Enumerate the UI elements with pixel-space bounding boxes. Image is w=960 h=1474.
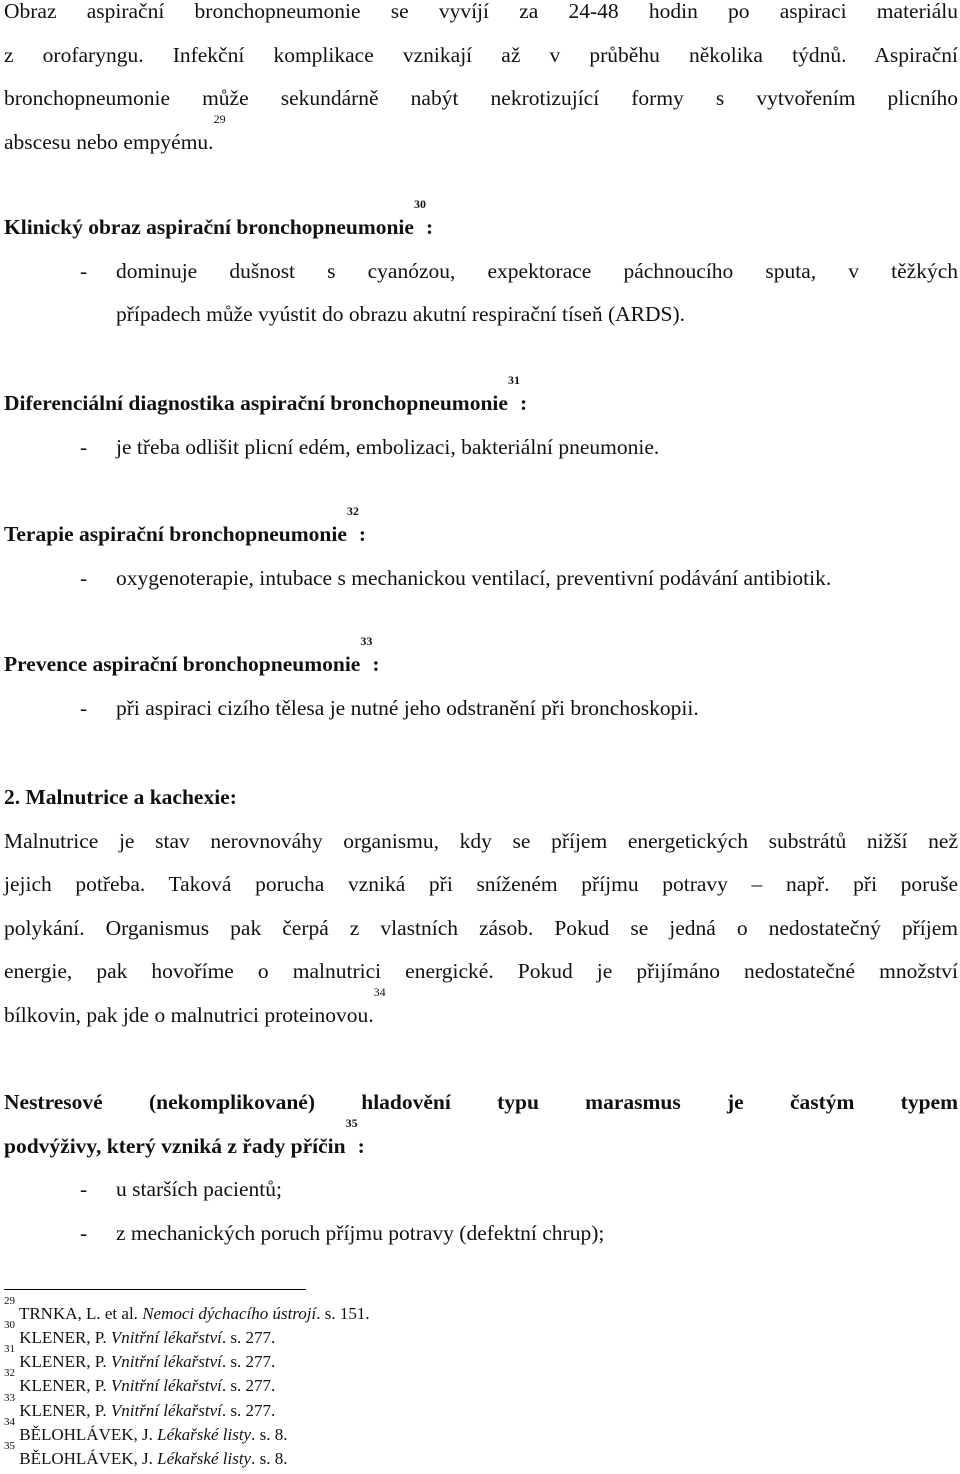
malnutrition-line-last: bílkovin, pak jde o malnutrici proteinovou.$^{34}$ (4, 984, 386, 1027)
intro-line: z orofaryngu. Infekční komplikace vznikají až v průběhu několika týdnů. Aspirační (4, 42, 958, 67)
malnutrition-line: Malnutrice je stav nerovnováhy organismu, kdy se příjem energetických substrátů nižší než (4, 828, 958, 853)
list-item: - dominuje dušnost s cyanózou, expektorace páchnoucího sputa, v těžkých (4, 250, 958, 294)
dash-bullet: - (80, 695, 88, 720)
intro-line: Obraz aspirační bronchopneumonie se vyvíjí za 24-48 hodin po aspiraci materiálu (4, 0, 958, 23)
section-prevention (4, 634, 958, 730)
footnote-ref: 33 (360, 634, 373, 648)
footnote: $^{35}$ BĚLOHLÁVEK, J. Lékařské listy. s. 8. (4, 1440, 288, 1468)
starvation-heading-line: podvýživy, který vzniká z řady příčin$^{35}$: (4, 1115, 365, 1158)
section-differential-diagnosis (4, 373, 958, 469)
section-heading: Diferenciální diagnostika aspirační bronchopneumonie$^{31}$: (4, 373, 528, 415)
malnutrition-line: jejich potřeba. Taková porucha vzniká při sníženém příjmu potravy – např. při poruše (4, 872, 958, 896)
footnote-ref: 32 (346, 504, 359, 518)
footnote-ref: 35 (345, 1115, 358, 1130)
section-heading: Prevence aspirační bronchopneumonie$^{33}$: (4, 634, 380, 676)
starvation-heading-line: Nestresové (nekomplikované) hladovění typu marasmus je častým typem (4, 1090, 958, 1114)
footnote-ref: 34 (373, 984, 386, 999)
intro-line-last: abscesu nebo empyému.$^{29}$ (4, 111, 226, 154)
list-item: - oxygenoterapie, intubace s mechanickou ventilací, preventivní podávání antibiotik. (4, 557, 958, 601)
footnote-ref: 30 (413, 197, 426, 211)
footnote: $^{30}$ KLENER, P. Vnitřní lékařství. s. 277. (4, 1319, 276, 1347)
dash-bullet: - (80, 434, 88, 459)
footnote: $^{33}$ KLENER, P. Vnitřní lékařství. s. 277. (4, 1392, 276, 1420)
dash-bullet: - (80, 258, 88, 283)
intro-line: bronchopneumonie může sekundárně nabýt nekrotizující formy s vytvořením plicního (4, 86, 958, 110)
list-item-continued: případech může vyústit do obrazu akutní respirační tíseň (ARDS). (116, 302, 686, 326)
footnote-ref: 29 (213, 111, 226, 126)
footnote-separator (4, 1289, 306, 1290)
dash-bullet: - (80, 1177, 88, 1201)
list-item: - při aspiraci cizího tělesa je nutné jeho odstranění při bronchoskopii. (4, 687, 958, 731)
section-clinical-picture (4, 197, 958, 337)
section-heading: Terapie aspirační bronchopneumonie$^{32}$: (4, 504, 367, 546)
intro-paragraph (4, 0, 958, 164)
footnote-ref: 31 (507, 373, 520, 387)
malnutrition-line: energie, pak hovoříme o malnutrici energické. Pokud je přijímáno nedostatečné množství (4, 959, 958, 983)
malnutrition-line: polykání. Organismus pak čerpá z vlastních zásob. Pokud se jedná o nedostatečný příjem (4, 915, 958, 940)
section-malnutrition (4, 776, 958, 1037)
section-starvation (4, 1081, 958, 1255)
footnote: $^{32}$ KLENER, P. Vnitřní lékařství. s. 277. (4, 1367, 276, 1395)
dash-bullet: - (80, 1220, 88, 1245)
chapter-heading: 2. Malnutrice a kachexie: (4, 785, 237, 809)
dash-bullet: - (80, 565, 88, 590)
footnote: $^{31}$ KLENER, P. Vnitřní lékařství. s. 277. (4, 1343, 276, 1371)
section-heading: Klinický obraz aspirační bronchopneumonie$^{30}$: (4, 197, 434, 239)
footnote: $^{29}$ TRNKA, L. et al. Nemoci dýchacího ústrojí. s. 151. (4, 1295, 370, 1323)
list-item: - je třeba odlišit plicní edém, embolizaci, bakteriální pneumonie. (4, 426, 958, 470)
section-therapy (4, 504, 958, 600)
list-item: - u starších pacientů; (4, 1168, 958, 1212)
footnote: $^{34}$ BĚLOHLÁVEK, J. Lékařské listy. s. 8. (4, 1416, 288, 1444)
list-item: - z mechanických poruch příjmu potravy (defektní chrup); (4, 1212, 958, 1256)
